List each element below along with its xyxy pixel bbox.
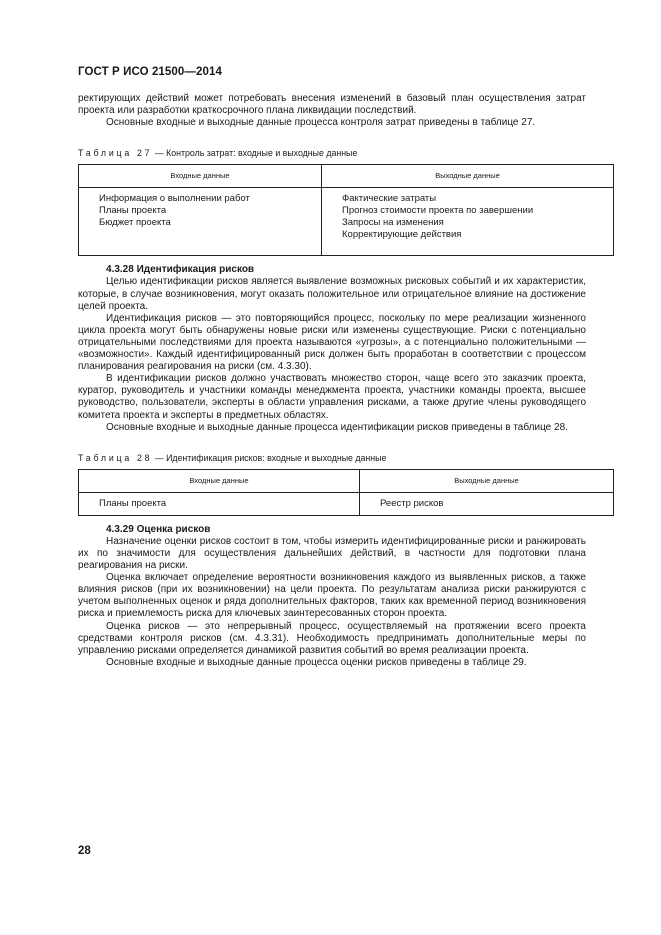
column-header-outputs: Выходные данные	[360, 469, 614, 492]
paragraph: Основные входные и выходные данные процесса контроля затрат приведены в таблице 27.	[106, 117, 536, 129]
list-item: Прогноз стоимости проекта по завершении	[342, 205, 534, 217]
column-header-inputs: Входные данные	[79, 469, 360, 492]
paragraph: Назначение оценки рисков состоит в том, чтобы измерить идентифицированные риски и ранжировать их по значимости для осуществления дальнейших действий, в частности для подготовки плана реагирования на риски.	[78, 535, 586, 572]
table-number: 28	[136, 452, 153, 463]
table-title: — Контроль затрат: входные и выходные данные	[154, 148, 358, 159]
section-heading: 4.3.29 Оценка рисков	[106, 523, 211, 535]
list-item: Фактические затраты	[342, 193, 437, 205]
table-27	[78, 164, 614, 256]
list-item: Информация о выполнении работ	[99, 193, 250, 205]
paragraph: Основные входные и выходные данные процесса оценки рисков приведены в таблице 29.	[106, 656, 527, 668]
table-27-caption	[78, 147, 586, 159]
table-number: 27	[136, 148, 153, 159]
table-28	[78, 469, 614, 516]
section-heading: 4.3.28 Идентификация рисков	[106, 264, 255, 276]
paragraph: В идентификации рисков должно участвовать множество сторон, чаще всего это заказчик проекта, куратор, руководитель и участники команды менеджмента проекта, участники команды проекта, высшее руководство, пользователи, эксперты в области управления рисками, а также другие члены руководящего комитета проекта и эксперты в предметных областях.	[78, 373, 586, 421]
paragraph: Оценка включает определение вероятности возникновения каждого из выявленных рисков, а также влияния рисков (при их возникновении) на цели проекта. По результатам анализа риски ранжируются с учетом выполненных оценок и ряда дополнительных факторов, таких как временной период возникновения риска и приемлемость риска для ключевых заинтересованных сторон проекта.	[78, 572, 586, 620]
table-label: Таблица	[78, 148, 133, 159]
paragraph: Основные входные и выходные данные процесса идентификации рисков приведены в таблице 28.	[106, 421, 568, 433]
page-number: 28	[78, 845, 91, 857]
list-item: Запросы на изменения	[342, 217, 444, 229]
list-item: Корректирующие действия	[342, 229, 462, 241]
document-header: ГОСТ Р ИСО 21500—2014	[78, 66, 223, 78]
table-row	[79, 492, 614, 515]
table-label: Таблица	[78, 452, 133, 463]
document-body	[78, 93, 586, 669]
paragraph: Идентификация рисков — это повторяющийся процесс, поскольку по мере реализации жизненного цикла проекта могут быть обнаружены новые риски или изменены существующие. Риски с потенциально отрицательными последствиями для проекта называются «угрозы», а с потенциально положительными — «возможности». Каждый идентифицированный риск должен быть проработан в соответствии с процессом планирования реагирования на риски (см. 4.3.30).	[78, 312, 586, 373]
table-cell-outputs	[322, 188, 614, 256]
list-item: Планы проекта	[99, 205, 167, 217]
table-row	[79, 188, 614, 256]
paragraph: Целью идентификации рисков является выявление возможных рисковых событий и их характеристик, которые, в случае возникновения, могут оказать положительное или отрицательное влияние на достижение целей проекта.	[78, 276, 586, 312]
table-28-caption	[78, 452, 586, 464]
table-title: — Идентификация рисков: входные и выходные данные	[154, 452, 387, 463]
column-header-outputs: Выходные данные	[322, 165, 614, 188]
table-cell-outputs: Реестр рисков	[360, 492, 614, 515]
list-item: Бюджет проекта	[99, 217, 171, 229]
paragraph: ректирующих действий может потребовать внесения изменений в базовый план осуществления затрат проекта или разработки краткосрочного плана ликвидации последствий.	[78, 93, 586, 117]
table-cell-inputs	[79, 188, 322, 256]
table-cell-inputs: Планы проекта	[79, 492, 360, 515]
paragraph: Оценка рисков — это непрерывный процесс, осуществляемый на протяжении всего проекта средствами контроля рисков (см. 4.3.31). Необходимость предпринимать дополнительные меры по управлению рисками определяется динамикой развития событий во время реализации проекта.	[78, 620, 586, 656]
column-header-inputs: Входные данные	[79, 165, 322, 188]
